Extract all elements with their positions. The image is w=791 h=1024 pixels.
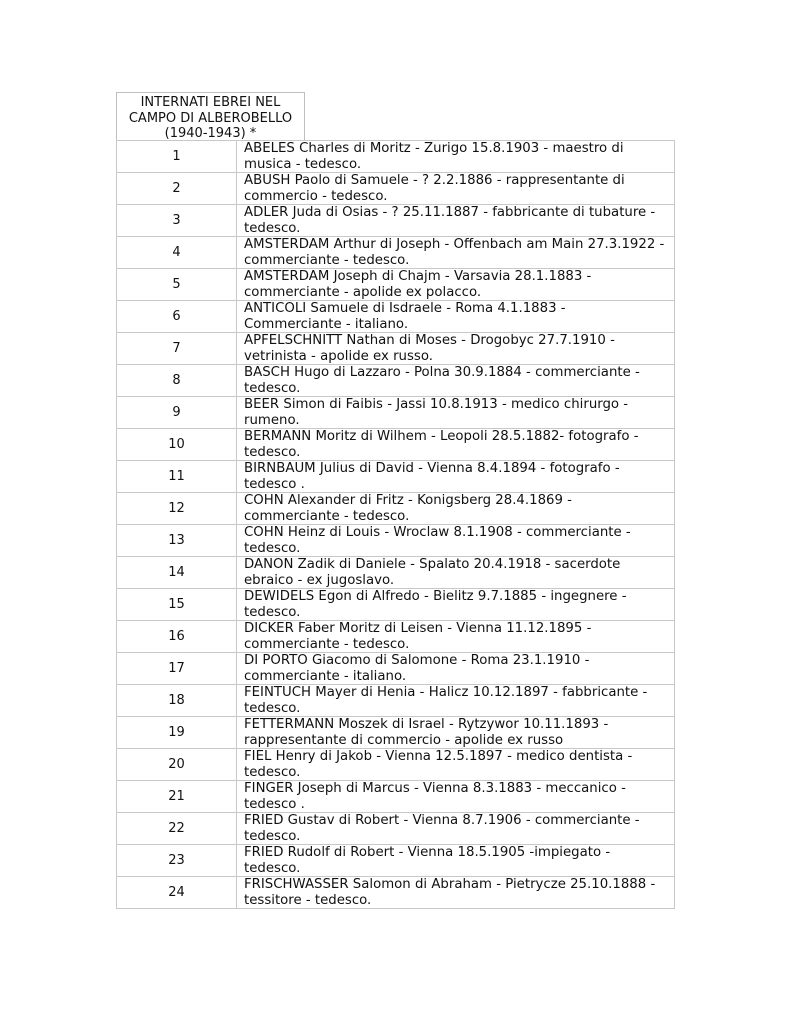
description-line-1: COHN Heinz di Louis - Wroclaw 8.1.1908 - commerciante - [244,525,631,540]
description-line-1: FEINTUCH Mayer di Henia - Halicz 10.12.1897 - fabbricante - [244,685,648,700]
table-row [117,877,675,909]
table-row [117,397,675,429]
description-line-2: tedesco. [244,604,301,620]
table-row [117,301,675,333]
row-description [237,717,675,749]
row-description [237,621,675,653]
row-number: 10 [117,429,237,461]
description-line-2: commerciante - tedesco. [244,636,410,652]
table-row [117,429,675,461]
row-description [237,749,675,781]
row-description [237,461,675,493]
row-description [237,781,675,813]
table-row [117,205,675,237]
row-description [237,557,675,589]
description-line-2: tedesco. [244,764,301,780]
table-row [117,141,675,173]
description-line-2: rumeno. [244,412,300,428]
description-line-1: ABELES Charles di Moritz - Zurigo 15.8.1903 - maestro di [244,141,624,156]
row-number: 23 [117,845,237,877]
description-line-2: commerciante - tedesco. [244,508,410,524]
row-number: 22 [117,813,237,845]
row-number: 18 [117,685,237,717]
row-description [237,365,675,397]
description-line-1: BEER Simon di Faibis - Jassi 10.8.1913 - medico chirurgo - [244,397,629,412]
title-line-1: INTERNATI EBREI NEL [140,95,281,110]
row-number: 17 [117,653,237,685]
table-row [117,845,675,877]
row-description [237,685,675,717]
table-row [117,461,675,493]
row-description [237,237,675,269]
description-line-2: tedesco. [244,860,301,876]
row-description [237,205,675,237]
table-row [117,493,675,525]
description-line-1: BERMANN Moritz di Wilhem - Leopoli 28.5.1882- fotografo - [244,429,639,444]
description-line-2: musica - tedesco. [244,156,362,172]
description-line-1: FETTERMANN Moszek di Israel - Rytzywor 10.11.1893 - [244,717,609,732]
description-line-2: tessitore - tedesco. [244,892,372,908]
description-line-1: ANTICOLI Samuele di Isdraele - Roma 4.1.1883 - [244,301,566,316]
description-line-1: DICKER Faber Moritz di Leisen - Vienna 11.12.1895 - [244,621,592,636]
row-description [237,301,675,333]
title-line-2: CAMPO DI ALBEROBELLO [128,110,293,126]
description-line-1: AMSTERDAM Arthur di Joseph - Offenbach am Main 27.3.1922 - [244,237,665,252]
description-line-1: FRISCHWASSER Salomon di Abraham - Pietrycze 25.10.1888 - [244,877,656,892]
row-description [237,173,675,205]
row-number: 11 [117,461,237,493]
table-row [117,365,675,397]
row-number: 2 [117,173,237,205]
row-number: 6 [117,301,237,333]
table-row [117,557,675,589]
row-number: 3 [117,205,237,237]
row-description [237,877,675,909]
description-line-2: tedesco. [244,220,301,236]
row-description [237,269,675,301]
description-line-1: FINGER Joseph di Marcus - Vienna 8.3.1883 - meccanico - [244,781,626,796]
row-number: 9 [117,397,237,429]
row-number: 21 [117,781,237,813]
table-row [117,333,675,365]
description-line-2: tedesco. [244,540,301,556]
row-number: 15 [117,589,237,621]
row-description [237,845,675,877]
description-line-1: FIEL Henry di Jakob - Vienna 12.5.1897 - medico dentista - [244,749,633,764]
description-line-1: DANON Zadik di Daniele - Spalato 20.4.1918 - sacerdote [244,557,621,572]
description-line-2: commerciante - italiano. [244,668,407,684]
row-description [237,141,675,173]
description-line-2: tedesco. [244,444,301,460]
description-line-1: FRIED Gustav di Robert - Vienna 8.7.1906 - commerciante - [244,813,640,828]
row-number: 20 [117,749,237,781]
row-description [237,493,675,525]
description-line-2: rappresentante di commercio - apolide ex russo [244,732,564,748]
description-line-1: DI PORTO Giacomo di Salomone - Roma 23.1.1910 - [244,653,590,668]
row-description [237,813,675,845]
description-line-1: COHN Alexander di Fritz - Konigsberg 28.4.1869 - [244,493,572,508]
row-number: 19 [117,717,237,749]
table-row [117,749,675,781]
description-line-2: tedesco. [244,828,301,844]
description-line-2: commercio - tedesco. [244,188,388,204]
table-row [117,685,675,717]
description-line-1: ADLER Juda di Osias - ? 25.11.1887 - fabbricante di tubature - [244,205,656,220]
table-title-cell [116,92,305,141]
row-number: 7 [117,333,237,365]
row-number: 13 [117,525,237,557]
row-number: 14 [117,557,237,589]
table-row [117,269,675,301]
table-row [117,173,675,205]
title-line-3: (1940-1943) * [164,126,257,141]
row-number: 5 [117,269,237,301]
table-row [117,589,675,621]
row-description [237,429,675,461]
description-line-2: tedesco . [244,476,305,492]
description-line-1: APFELSCHNITT Nathan di Moses - Drogobyc 27.7.1910 - [244,333,615,348]
row-number: 16 [117,621,237,653]
description-line-2: commerciante - tedesco. [244,252,410,268]
table-row [117,525,675,557]
description-line-2: tedesco . [244,796,305,812]
description-line-2: ebraico - ex jugoslavo. [244,572,395,588]
description-line-1: DEWIDELS Egon di Alfredo - Bielitz 9.7.1885 - ingegnere - [244,589,627,604]
description-line-1: AMSTERDAM Joseph di Chajm - Varsavia 28.1.1883 - [244,269,592,284]
description-line-1: BASCH Hugo di Lazzaro - Polna 30.9.1884 - commerciante - [244,365,640,380]
description-line-1: ABUSH Paolo di Samuele - ? 2.2.1886 - rappresentante di [244,173,625,188]
row-description [237,589,675,621]
row-description [237,653,675,685]
row-number: 4 [117,237,237,269]
description-line-1: BIRNBAUM Julius di David - Vienna 8.4.1894 - fotografo - [244,461,620,476]
table-row [117,813,675,845]
table-row [117,653,675,685]
description-line-2: tedesco. [244,700,301,716]
description-line-1: FRIED Rudolf di Robert - Vienna 18.5.1905 -impiegato - [244,845,611,860]
description-line-2: vetrinista - apolide ex russo. [244,348,433,364]
row-description [237,397,675,429]
table-row [117,237,675,269]
table-row [117,717,675,749]
description-line-2: Commerciante - italiano. [244,316,409,332]
internees-table [116,140,675,909]
row-description [237,333,675,365]
table-row [117,781,675,813]
table-row [117,621,675,653]
row-number: 24 [117,877,237,909]
description-line-2: tedesco. [244,380,301,396]
row-number: 8 [117,365,237,397]
description-line-2: commerciante - apolide ex polacco. [244,284,482,300]
row-number: 1 [117,141,237,173]
row-number: 12 [117,493,237,525]
row-description [237,525,675,557]
